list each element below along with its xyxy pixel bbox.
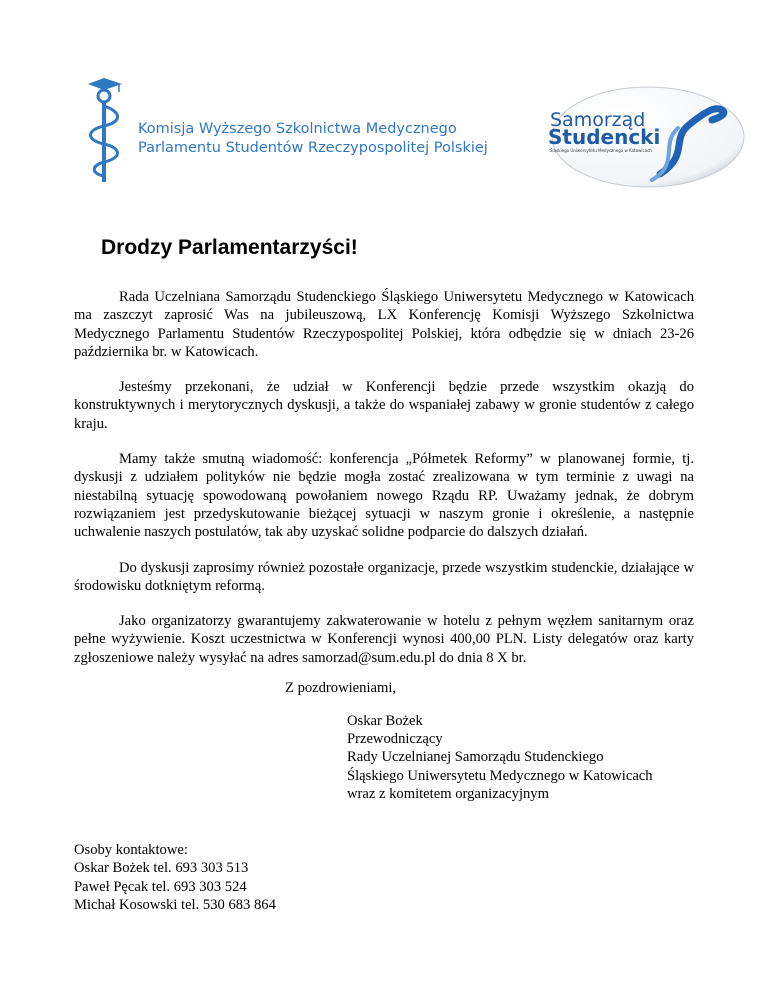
paragraph-1: Rada Uczelniana Samorządu Studenckiego Śląskiego Uniwersytetu Medycznego w Katowicach ma zaszczyt zaprosić Was na jubileuszową, LX Konferencję Komisji Wyższego Szkolnictwa Medycznego Parlamentu Studentów Rzeczypospolitej Polskiej, która odbędzie się w dniach 23-26 października br. w Katowicach. [74, 289, 694, 360]
signature-org-line-2: Śląskiego Uniwersytetu Medycznego w Katowicach [347, 767, 653, 784]
organization-name-line-2: Parlamentu Studentów Rzeczypospolitej Polskiej [138, 140, 488, 156]
contact-list [74, 841, 276, 914]
organization-name [138, 120, 488, 158]
signature-block [347, 712, 653, 803]
paragraph-2: Jesteśmy przekonani, że udział w Konferencji będzie przede wszystkim okazją do konstruktywnych i merytorycznych dyskusji, a także do wspaniałej zabawy w gronie studentów z całego kraju. [74, 379, 694, 432]
logo-small-text: Śląskiego Uniwersytetu Medycznego w Katowicach [550, 148, 652, 153]
letter-body [74, 288, 694, 684]
signature-org-line-1: Rady Uczelnianej Samorządu Studenckiego [347, 749, 604, 766]
logo-line-1: Samorząd [550, 109, 646, 131]
logo-line-2: Studencki [548, 125, 661, 149]
contact-item: Michał Kosowski tel. 530 683 864 [74, 896, 276, 913]
samorzad-studencki-logo [540, 84, 746, 190]
organization-name-line-1: Komisja Wyższego Szkolnictwa Medycznego [138, 121, 457, 137]
paragraph-3: Mamy także smutną wiadomość: konferencja „Półmetek Reformy” w planowanej formie, tj. dyskusji z udziałem polityków nie będzie mogła zostać zrealizowana w tym terminie z uwagi na niestabilną sytuację spowodowaną powołaniem nowego Rządu RP. Uważamy jednak, że dobrym rozwiązaniem jest przedyskutowanie bieżącej sytuacji w naszym gronie i określenie, a następnie uchwalenie naszych postulatów, tak aby uzyskać solidne podparcie do dalszych działań. [74, 451, 694, 541]
paragraph-4: Do dyskusji zaprosimy również pozostałe organizacje, przede wszystkim studenckie, działające w środowisku dotkniętym reformą. [74, 559, 694, 594]
contact-item: Oskar Bożek tel. 693 303 513 [74, 860, 249, 877]
signature-role: Przewodniczący [347, 731, 443, 748]
contacts-heading: Osoby kontaktowe: [74, 842, 188, 858]
letter-heading: Drodzy Parlamentarzyści! [101, 236, 358, 259]
paragraph-5: Jako organizatorzy gwarantujemy zakwaterowanie w hotelu z pełnym węzłem sanitarnym oraz pełne wyżywienie. Koszt uczestnictwa w Konferencji wynosi 400,00 PLN. Listy delegatów oraz karty zgłoszeniowe należy wysyłać na adres samorzad@sum.edu.pl do dnia 8 X br. [74, 613, 694, 666]
greeting: Z pozdrowieniami, [285, 680, 397, 696]
caduceus-logo-icon [82, 76, 142, 186]
contact-item: Paweł Pęcak tel. 693 303 524 [74, 878, 247, 895]
signature-name: Oskar Bożek [347, 713, 423, 729]
signature-org-line-3: wraz z komitetem organizacyjnym [347, 785, 549, 802]
